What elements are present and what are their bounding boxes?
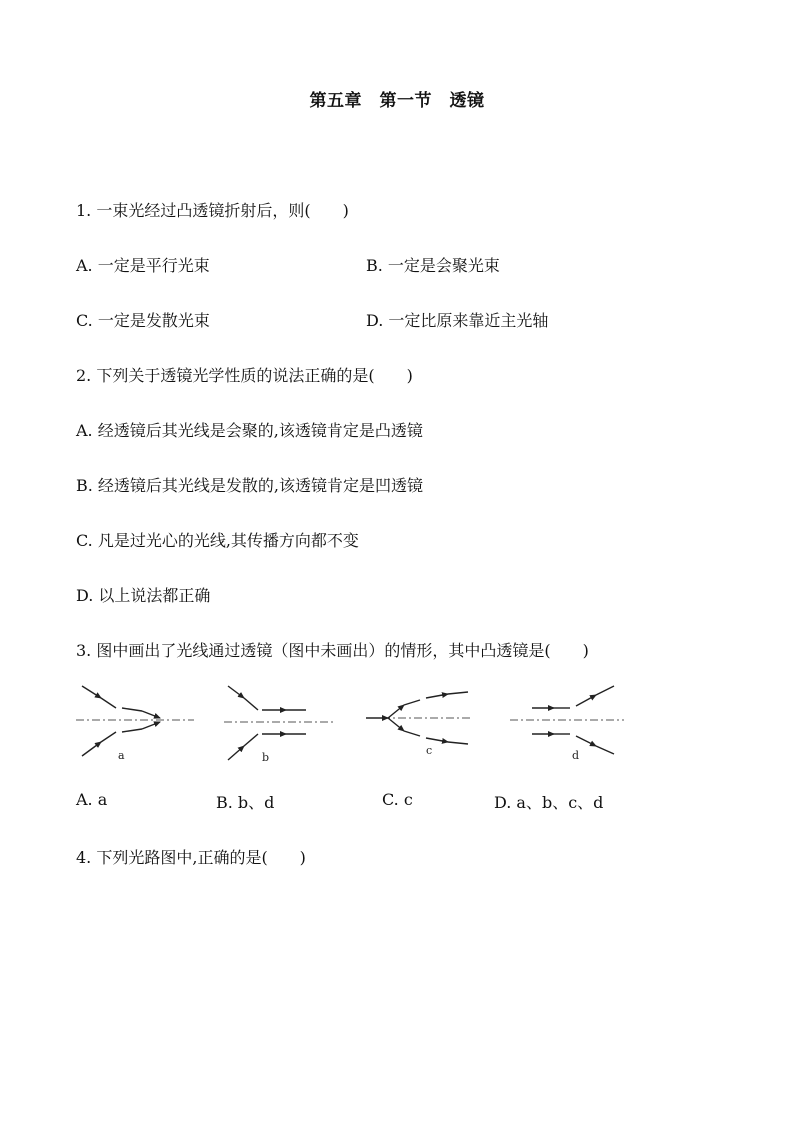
question-1-option-a: A. 一定是平行光束: [76, 256, 210, 275]
question-2-option-d: D. 以上说法都正确: [76, 586, 211, 605]
question-4-stem: 4. 下列光路图中,正确的是( ): [76, 848, 306, 867]
question-1-option-c: C. 一定是发散光束: [76, 311, 210, 330]
diagram-label-c: c: [426, 744, 433, 757]
ray-diagram-figure: [70, 676, 630, 776]
question-3-option-c: C. c: [382, 790, 413, 809]
diagram-label-d: d: [572, 749, 580, 762]
question-3-option-d: D. a、b、c、d: [494, 793, 604, 812]
question-2-stem: 2. 下列关于透镜光学性质的说法正确的是( ): [76, 366, 413, 385]
question-1-option-d: D. 一定比原来靠近主光轴: [366, 311, 549, 330]
question-1-stem: 1. 一束光经过凸透镜折射后，则( ): [76, 201, 349, 220]
question-2-option-c: C. 凡是过光心的光线,其传播方向都不变: [76, 531, 359, 550]
diagram-label-b: b: [262, 751, 270, 764]
question-3-option-a: A. a: [76, 790, 108, 809]
page-title: 第五章 第一节 透镜: [309, 91, 485, 111]
ray-diagram-c: [366, 692, 472, 757]
ray-diagram-d: [510, 686, 624, 762]
diagram-label-a: a: [118, 749, 125, 762]
question-3-stem: 3. 图中画出了光线通过透镜（图中未画出）的情形，其中凸透镜是( ): [76, 641, 589, 660]
ray-diagram-b: [224, 686, 336, 764]
question-3-option-b: B. b、d: [216, 793, 275, 812]
ray-diagram-a: [76, 686, 194, 762]
question-2-option-a: A. 经透镜后其光线是会聚的,该透镜肯定是凸透镜: [76, 421, 423, 440]
question-2-option-b: B. 经透镜后其光线是发散的,该透镜肯定是凹透镜: [76, 476, 424, 495]
question-1-option-b: B. 一定是会聚光束: [366, 256, 500, 275]
